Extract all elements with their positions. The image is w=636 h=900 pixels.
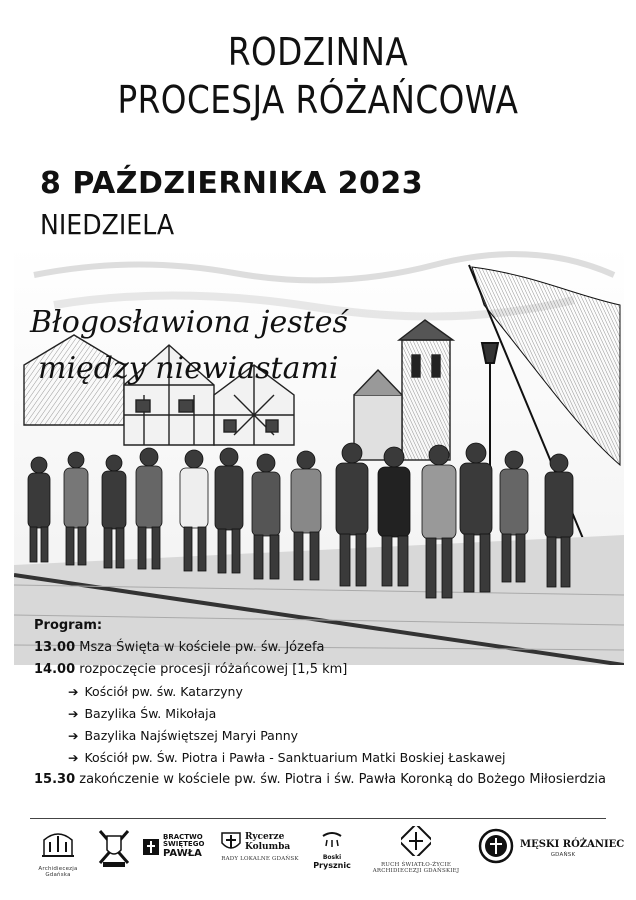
arrow-right-icon: ➔ [68, 750, 79, 765]
arrow-right-icon: ➔ [68, 684, 79, 699]
shower-icon [319, 830, 345, 850]
route-stop [34, 681, 606, 703]
program-item [34, 769, 606, 791]
program-text: rozpoczęcie procesji różańcowej [1,5 km] [75, 662, 348, 677]
boski-word-1: Boski [322, 854, 342, 861]
route-stop [34, 703, 606, 725]
program-item [34, 659, 606, 681]
program-text: zakończenie w kościele pw. św. Piotra i św. Pawła Koronką do Bożego Miłosierdzia [75, 772, 606, 787]
meski-title: MĘSKI RÓŻANIEC [520, 839, 625, 850]
program-time: 13.00 [34, 640, 76, 655]
arrow-right-icon: ➔ [68, 728, 79, 743]
route-stop [34, 747, 606, 769]
archdiocese-logo [30, 826, 86, 886]
program-section [34, 618, 606, 791]
rycerze-word-2: Kolumba [245, 842, 291, 852]
bractwo-logo [142, 826, 214, 886]
meski-rozaniec-logo [520, 826, 625, 886]
route-stop-label: Bazylika Najświętszej Maryi Panny [84, 728, 299, 743]
rosary-emblem-icon [478, 828, 514, 864]
program-item [34, 637, 606, 659]
program-time: 14.00 [34, 662, 76, 677]
program-heading: Program: [34, 618, 103, 633]
program-text: Msza Święta w kościele pw. św. Józefa [75, 640, 325, 655]
arrow-right-icon: ➔ [68, 706, 79, 721]
footer-divider [30, 818, 606, 819]
motto-line-2: między niewiastami [38, 351, 339, 386]
knights-shield-icon [220, 830, 242, 854]
rosary-circle-logo [476, 826, 516, 886]
bractwo-word-3: PAWŁA [163, 848, 202, 859]
event-date: 8 PAŹDZIERNIKA 2023 [40, 166, 424, 201]
title-line-2: PROCESJA RÓŻAŃCOWA [117, 78, 519, 122]
bractwo-word-1: BRACTWO [163, 833, 203, 841]
sponsor-logos [30, 826, 625, 886]
book-icon [142, 837, 160, 857]
ruch-caption-2: ARCHIDIECEZJI GDAŃSKIEJ [372, 868, 460, 874]
rycerze-caption: RADY LOKALNE GDAŃSK [221, 856, 299, 862]
boski-word-2: Prysznic [313, 861, 351, 870]
route-stop-label: Bazylika Św. Mikołaja [84, 706, 217, 721]
ruch-caption-1: RUCH ŚWIATŁO-ŻYCIE [380, 862, 452, 868]
event-day: NIEDZIELA [40, 208, 175, 241]
motto-line-1: Błogosławiona jesteś [30, 305, 348, 340]
route-stop-label: Kościół pw. św. Katarzyny [84, 684, 243, 699]
rycerze-kolumba-logo [220, 826, 300, 886]
route-stop [34, 725, 606, 747]
boski-prysznic-logo [310, 826, 354, 886]
motto [30, 300, 348, 392]
meski-city: GDAŃSK [550, 852, 576, 858]
bractwo-word-2: ŚWIĘTEGO [163, 840, 205, 848]
ruch-swiatlo-zycie-logo [362, 826, 470, 886]
program-time: 15.30 [34, 772, 76, 787]
rycerze-word-1: Rycerze [245, 832, 285, 842]
light-life-emblem-icon [401, 826, 431, 856]
title-line-1: RODZINNA [227, 30, 409, 74]
emblem-logo [92, 826, 136, 886]
crossed-keys-icon [95, 826, 133, 868]
route-stop-label: Kościół pw. Św. Piotra i Pawła - Sanktuarium Matki Boskiej Łaskawej [84, 750, 506, 765]
archdiocese-caption: Archidiecezja Gdańska [38, 866, 78, 878]
coat-of-arms-icon [38, 826, 78, 860]
